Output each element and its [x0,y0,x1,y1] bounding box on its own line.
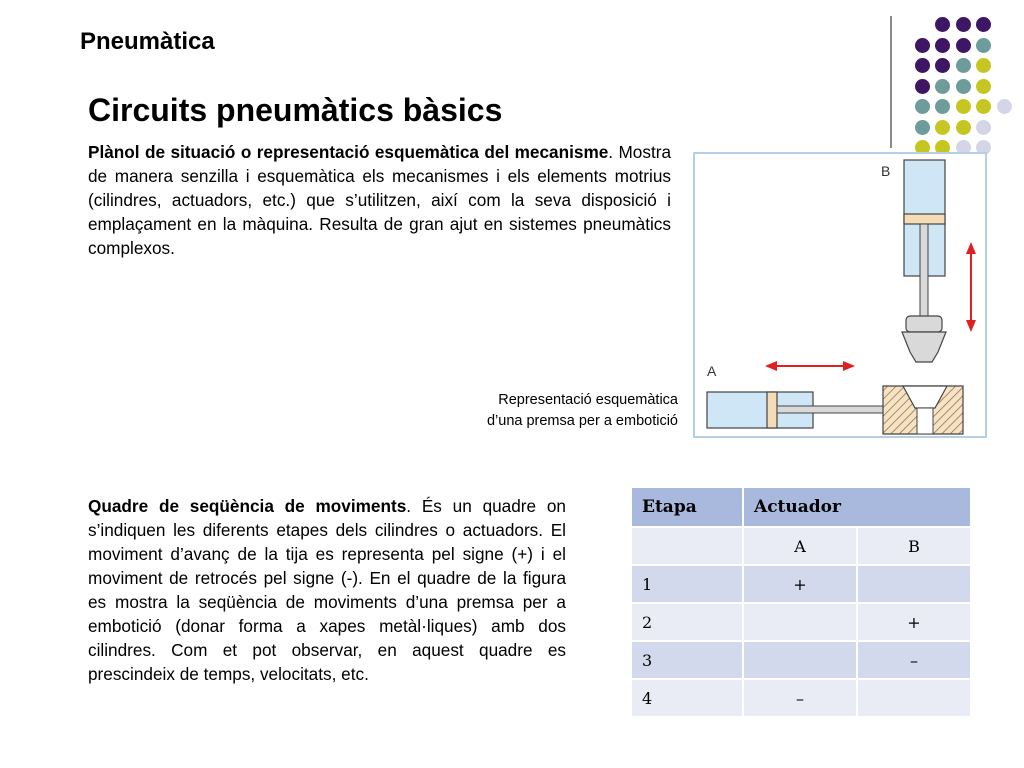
term-sequence-chart: Quadre de seqüència de moviments [88,496,407,516]
decorative-dot [956,38,971,53]
decorative-dot [976,99,991,114]
arrow-right-icon [843,361,855,371]
arrow-up-icon [966,242,976,254]
cell-a [743,603,857,641]
decorative-dot [935,38,950,53]
decorative-dot [976,38,991,53]
decorative-dot [915,120,930,135]
cell-etapa: 4 [631,679,743,717]
caption-line-2: d’una premsa per a embotició [486,413,678,429]
text-sequence-chart: . És un quadre on s’indiquen les diferents etapes dels cilindres o actuadors. El moviment d’avanç de la tija es representa pel signe (+) i el moviment de retrocés pel signe (-). En el quadre de la figura es mostra la seqüència de moviments d’una premsa per a embotició (donar forma a xapes metàl·liques) amb dos cilindres. Com et pot observar, en aquest quadre es prescindeix de temps, velocitats, etc. [88,496,566,684]
decorative-dot [935,58,950,73]
cylinder-a-rod [777,406,883,413]
cell-etapa: 2 [631,603,743,641]
decorative-dot [956,99,971,114]
decorative-dot [935,79,950,94]
decorative-dot [935,17,950,32]
decorative-dot [915,99,930,114]
subheader-empty [631,527,743,565]
subheader-a: A [743,527,857,565]
punch-head [906,316,942,332]
cell-b: + [857,603,971,641]
decorative-dot [956,17,971,32]
label-b: B [881,163,891,179]
cell-a: – [743,679,857,717]
header-etapa: Etapa [631,487,743,527]
decorative-dot [976,79,991,94]
cylinder-b-rod [920,224,928,316]
decorative-dot [976,58,991,73]
divider-line [890,16,892,148]
table-row [631,679,971,717]
decorative-dot [976,17,991,32]
table-row [631,603,971,641]
table-row [631,641,971,679]
caption-line-1: Representació esquemàtica [498,392,678,408]
paragraph-situation-plan [88,140,671,260]
arrow-down-icon [966,320,976,332]
subheader-b: B [857,527,971,565]
header-title: Pneumàtica [80,28,215,55]
cell-b: – [857,641,971,679]
decorative-dot [976,120,991,135]
press-schematic-svg [695,154,985,436]
decorative-dot [915,58,930,73]
cylinder-a-piston [767,392,777,428]
cell-a: + [743,565,857,603]
term-situation-plan: Plànol de situació o representació esquemàtica del mecanisme [88,142,609,162]
figure-caption [420,390,678,432]
text-situation-plan: . Mostra de manera senzilla i esquemàtica els mecanismes i els elements motrius (cilindres, actuadors, etc.) que s’utilitzen, així com la seva disposició i emplaçament en la màquina. Resulta de gran ajut en sistemes pneumàtics complexos. [88,142,672,258]
die-slot [917,408,933,434]
decorative-dot [935,120,950,135]
decorative-dot [956,79,971,94]
sequence-table [630,486,972,718]
table-header-row [631,487,971,527]
paragraph-sequence-chart [88,494,566,686]
press-schematic-diagram [693,152,987,438]
arrow-left-icon [765,361,777,371]
decorative-dot [956,120,971,135]
decorative-dot [915,38,930,53]
punch-tip [902,332,946,362]
cell-b [857,679,971,717]
cell-etapa: 1 [631,565,743,603]
header-actuador: Actuador [743,487,971,527]
table-row [631,565,971,603]
slide-title: Circuits pneumàtics bàsics [88,92,503,128]
decorative-dot [956,58,971,73]
label-a: A [707,363,717,379]
decorative-dot [935,99,950,114]
cell-a [743,641,857,679]
decorative-dot [997,99,1012,114]
cylinder-b-piston [904,214,945,224]
decorative-dot [915,79,930,94]
cell-etapa: 3 [631,641,743,679]
cell-b [857,565,971,603]
table-subheader-row [631,527,971,565]
